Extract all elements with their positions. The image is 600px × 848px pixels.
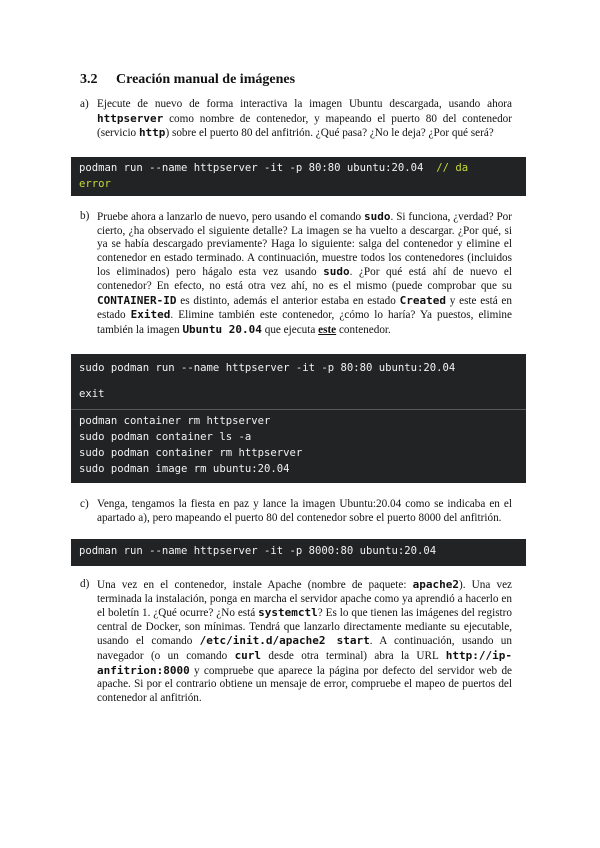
text-run: Pruebe ahora a lanzarlo de nuevo, pero usando el comando [97, 211, 365, 223]
text-run: Una vez en el contenedor, instale Apache (nombre de paquete: [97, 579, 413, 591]
text-run: contenedor. [336, 323, 391, 336]
item-b [80, 210, 512, 337]
emphasis-underline: este [318, 323, 337, 336]
code-line: podman container rm httpserver [79, 415, 271, 427]
code-inline: http://ip-anfitrion:8000 [97, 648, 512, 677]
text-run: es distinto, además el anterior estaba en estado [176, 294, 400, 307]
text-run: desde otra terminal) abra la URL [261, 649, 446, 662]
code-inline: http [138, 126, 166, 140]
text-run: y compruebe que aparece la página por defecto del servidor web de apache. Si por el contrario obtiene un mensaje de error, compruebe el mapeo de puertos del contenedor al anfitrión. [97, 664, 512, 704]
code-comment: // da [436, 162, 469, 174]
code-block-a [71, 157, 526, 196]
item-d [80, 578, 512, 705]
text-run: que ejecuta [261, 323, 319, 336]
code-inline: Exited [130, 308, 171, 322]
item-a [80, 98, 512, 141]
item-a-text [97, 98, 512, 141]
text-run: ). Una vez terminada la instalación, ponga en marcha el servidor apache como ya aprendió a hacerlo en el boletín 1. ¿Qué ocurre? ¿No está [97, 579, 513, 620]
code-line [79, 162, 468, 174]
text-run: . Elimine también este contenedor, ¿cómo lo haría? Ya puestos, elimine también la imagen [97, 309, 512, 336]
item-b-label: b) [80, 210, 90, 222]
code-inline: apache2 [412, 578, 459, 591]
item-c-label: c) [80, 498, 89, 510]
text-run: . ¿Por qué está ahí de nuevo el contenedor? En efecto, no está otra vez ahí, no es el mismo (puede comprobar que su [97, 266, 512, 292]
text-run: Ejecute de nuevo de forma interactiva la imagen Ubuntu descargada, usando ahora [97, 98, 512, 110]
text-run: ) sobre el puerto 80 del anfitrión. ¿Qué pasa? ¿No le deja? ¿Por qué será? [165, 127, 494, 140]
code-line: exit [79, 388, 105, 400]
code-inline: systemctl [258, 606, 318, 620]
item-b-text [97, 210, 512, 337]
code-line: sudo podman run --name httpserver -it -p 80:80 ubuntu:20.04 [79, 362, 456, 374]
code-inline: sudo [323, 265, 350, 279]
text-run: . Si funciona, ¿verdad? Por cierto, ¿ha observado el siguiente detalle? La imagen se ha vuelto a descargar. ¿Por qué, si ya se había descargado previamente? Haga lo siguiente: salga del contenedor y elimine el contenedor en estado terminado. A continuación, muestre todos los contenedores (incluidos los eliminados) pero hágalo esta vez usando [97, 211, 512, 279]
code-line: sudo podman container ls -a [79, 431, 252, 443]
code-block-b [71, 354, 526, 483]
code-inline: /etc/init.d/apache2 start [199, 634, 370, 648]
item-c [80, 498, 512, 525]
code-block-c [71, 539, 526, 566]
text-run: . A continuación, usando un navegador (o un comando [97, 635, 512, 662]
section-heading [80, 72, 295, 88]
item-d-text [97, 578, 512, 705]
code-inline: httpserver [97, 111, 164, 125]
section-number: 3.2 [80, 72, 98, 87]
text-run: como nombre de contenedor, y mapeando el puerto 80 del contenedor (servicio [97, 112, 512, 140]
item-a-label: a) [80, 98, 89, 110]
code-inline: Created [399, 293, 446, 307]
code-line: sudo podman container rm httpserver [79, 447, 303, 459]
code-divider [71, 409, 526, 410]
item-c-text: Venga, tengamos la fiesta en paz y lance la imagen Ubuntu:20.04 como se indicaba en el apartado a), pero mapeando el puerto 80 del contenedor sobre el puerto 8000 del anfitrión. [97, 498, 512, 524]
code-line: sudo podman image rm ubuntu:20.04 [79, 463, 290, 475]
code-inline: CONTAINER-ID [97, 293, 177, 307]
item-d-label: d) [80, 578, 90, 590]
text-run: y este está en estado [97, 294, 512, 322]
section-title: Creación manual de imágenes [116, 72, 296, 87]
code-inline: Ubuntu 20.04 [182, 322, 262, 336]
code-line: podman run --name httpserver -it -p 8000:80 ubuntu:20.04 [79, 545, 437, 557]
code-inline: curl [234, 648, 262, 662]
code-command: podman run --name httpserver -it -p 80:80 ubuntu:20.04 [79, 162, 424, 174]
text-run: ? Es lo que tienen las imágenes del registro central de Docker, son mínimas. Tendrá que lanzarlo directamente mediante su ejecutable, usando el comando [97, 607, 512, 648]
code-comment-continued: error [79, 178, 111, 190]
code-inline: sudo [364, 210, 391, 223]
